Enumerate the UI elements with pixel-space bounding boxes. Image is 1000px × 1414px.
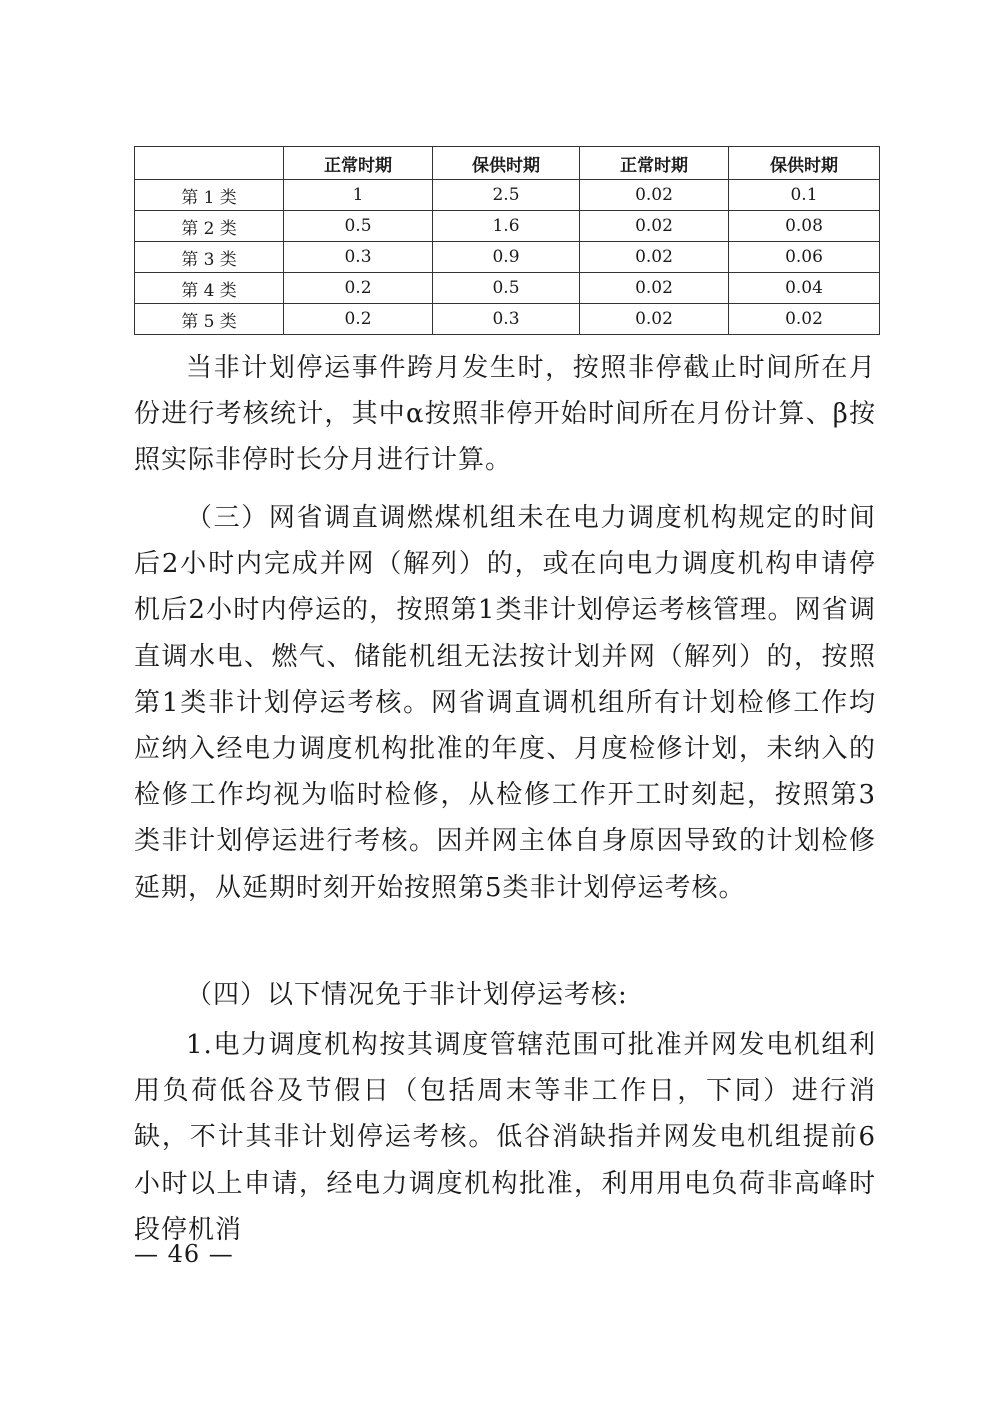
table-cell: 0.02 [580, 211, 729, 242]
table-cell: 第 1 类 [135, 180, 284, 211]
table-header-cell [135, 147, 284, 180]
table-cell: 0.3 [284, 242, 433, 273]
table-row [135, 304, 880, 335]
table-cell: 0.2 [284, 273, 433, 304]
table-row [135, 242, 880, 273]
paragraph-section-four-heading [134, 972, 876, 1018]
table-cell: 第 4 类 [135, 273, 284, 304]
page-number: — 46 — [134, 1240, 234, 1268]
table-header-cell: 保供时期 [433, 147, 580, 180]
table-cell: 0.02 [580, 273, 729, 304]
table-header-cell: 正常时期 [284, 147, 433, 180]
table-header-cell: 正常时期 [580, 147, 729, 180]
table-header-row [135, 147, 880, 180]
table-row [135, 180, 880, 211]
table-cell: 0.02 [580, 304, 729, 335]
table-cell: 0.9 [433, 242, 580, 273]
paragraph-text: 当非计划停运事件跨月发生时，按照非停截止时间所在月份进行考核统计，其中α按照非停开始时间所在月份计算、β按照实际非停时长分月进行计算。 [134, 353, 876, 476]
table-cell: 1 [284, 180, 433, 211]
table-cell: 第 3 类 [135, 242, 284, 273]
table-cell: 0.5 [284, 211, 433, 242]
table-cell: 0.1 [729, 180, 880, 211]
table-cell: 0.02 [729, 304, 880, 335]
paragraph-item-one [134, 1022, 876, 1253]
table-cell: 2.5 [433, 180, 580, 211]
table-header-cell: 保供时期 [729, 147, 880, 180]
paragraph-text: （三）网省调直调燃煤机组未在电力调度机构规定的时间后2小时内完成并网（解列）的，或在向电力调度机构申请停机后2小时内停运的，按照第1类非计划停运考核管理。网省调直调水电、燃气、储能机组无法按计划并网（解列）的，按照第1类非计划停运考核。网省调直调机组所有计划检修工作均应纳入经电力调度机构批准的年度、月度检修计划，未纳入的检修工作均视为临时检修，从检修工作开工时刻起，按照第3类非计划停运进行考核。因并网主体自身原因导致的计划检修延期，从延期时刻开始按照第5类非计划停运考核。 [134, 503, 876, 903]
table-cell: 0.3 [433, 304, 580, 335]
paragraph-text: （四）以下情况免于非计划停运考核: [186, 980, 628, 1010]
table-cell: 0.02 [580, 242, 729, 273]
coefficient-table [134, 146, 880, 335]
paragraph-cross-month [134, 345, 876, 484]
table-cell: 0.06 [729, 242, 880, 273]
table-cell: 0.2 [284, 304, 433, 335]
table-cell: 1.6 [433, 211, 580, 242]
table-cell: 第 2 类 [135, 211, 284, 242]
table-row [135, 211, 880, 242]
table-cell: 0.04 [729, 273, 880, 304]
table-cell: 第 5 类 [135, 304, 284, 335]
table-cell: 0.5 [433, 273, 580, 304]
coefficient-table-container [134, 146, 876, 335]
paragraph-text: 1.电力调度机构按其调度管辖范围可批准并网发电机组利用负荷低谷及节假日（包括周末等非工作日，下同）进行消缺，不计其非计划停运考核。低谷消缺指并网发电机组提前6小时以上申请，经电力调度机构批准，利用用电负荷非高峰时段停机消 [134, 1030, 876, 1245]
table-cell: 0.08 [729, 211, 880, 242]
table-row [135, 273, 880, 304]
table-cell: 0.02 [580, 180, 729, 211]
paragraph-section-three [134, 495, 876, 911]
